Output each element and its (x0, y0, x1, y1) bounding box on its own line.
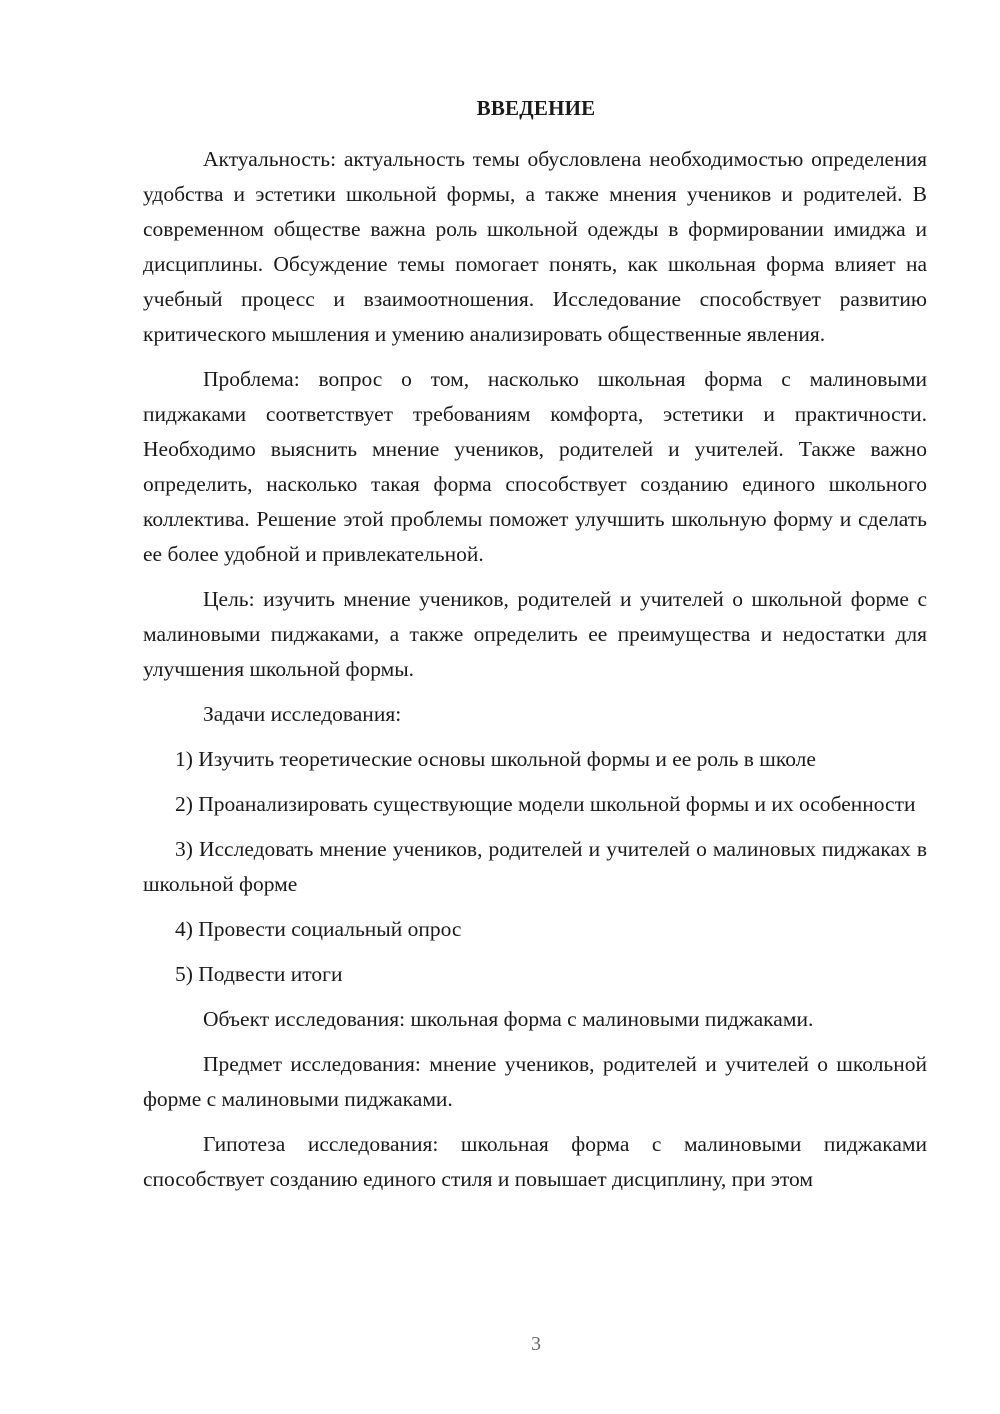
page-title: ВВЕДЕНИЕ (476, 96, 596, 120)
task-item-3: 3) Исследовать мнение учеников, родителей и учителей о малиновых пиджаках в школьной форме (143, 837, 927, 896)
task-item-1: 1) Изучить теоретические основы школьной формы и ее роль в школе (175, 747, 816, 771)
tasks-heading: Задачи исследования: (203, 702, 402, 726)
paragraph-goal: Цель: изучить мнение учеников, родителей и учителей о школьной форме с малиновыми пиджаками, а также определить ее преимущества и недостатки для улучшения школьной формы. (143, 587, 927, 681)
paragraph-relevance: Актуальность: актуальность темы обусловлена необходимостью определения удобства и эстетики школьной формы, а также мнения учеников и родителей. В современном обществе важна роль школьной одежды в формировании имиджа и дисциплины. Обсуждение темы помогает понять, как школьная форма влияет на учебный процесс и взаимоотношения. Исследование способствует развитию критического мышления и умению анализировать общественные явления. (143, 147, 927, 346)
paragraph-subject: Предмет исследования: мнение учеников, родителей и учителей о школьной форме с малиновыми пиджаками. (143, 1052, 927, 1111)
paragraph-object: Объект исследования: школьная форма с малиновыми пиджаками. (203, 1007, 814, 1031)
document-body (143, 142, 927, 1207)
task-item-4: 4) Провести социальный опрос (175, 917, 462, 941)
paragraph-problem: Проблема: вопрос о том, насколько школьная форма с малиновыми пиджаками соответствует требованиям комфорта, эстетики и практичности. Необходимо выяснить мнение учеников, родителей и учителей. Также важно определить, насколько такая форма способствует созданию единого школьного коллектива. Решение этой проблемы поможет улучшить школьную форму и сделать ее более удобной и привлекательной. (143, 367, 927, 566)
paragraph-hypothesis: Гипотеза исследования: школьная форма с малиновыми пиджаками способствует созданию единого стиля и повышает дисциплину, при этом (143, 1132, 927, 1191)
task-item-5: 5) Подвести итоги (175, 962, 343, 986)
task-item-2: 2) Проанализировать существующие модели школьной формы и их особенности (175, 792, 916, 816)
page-number: 3 (531, 1333, 541, 1355)
